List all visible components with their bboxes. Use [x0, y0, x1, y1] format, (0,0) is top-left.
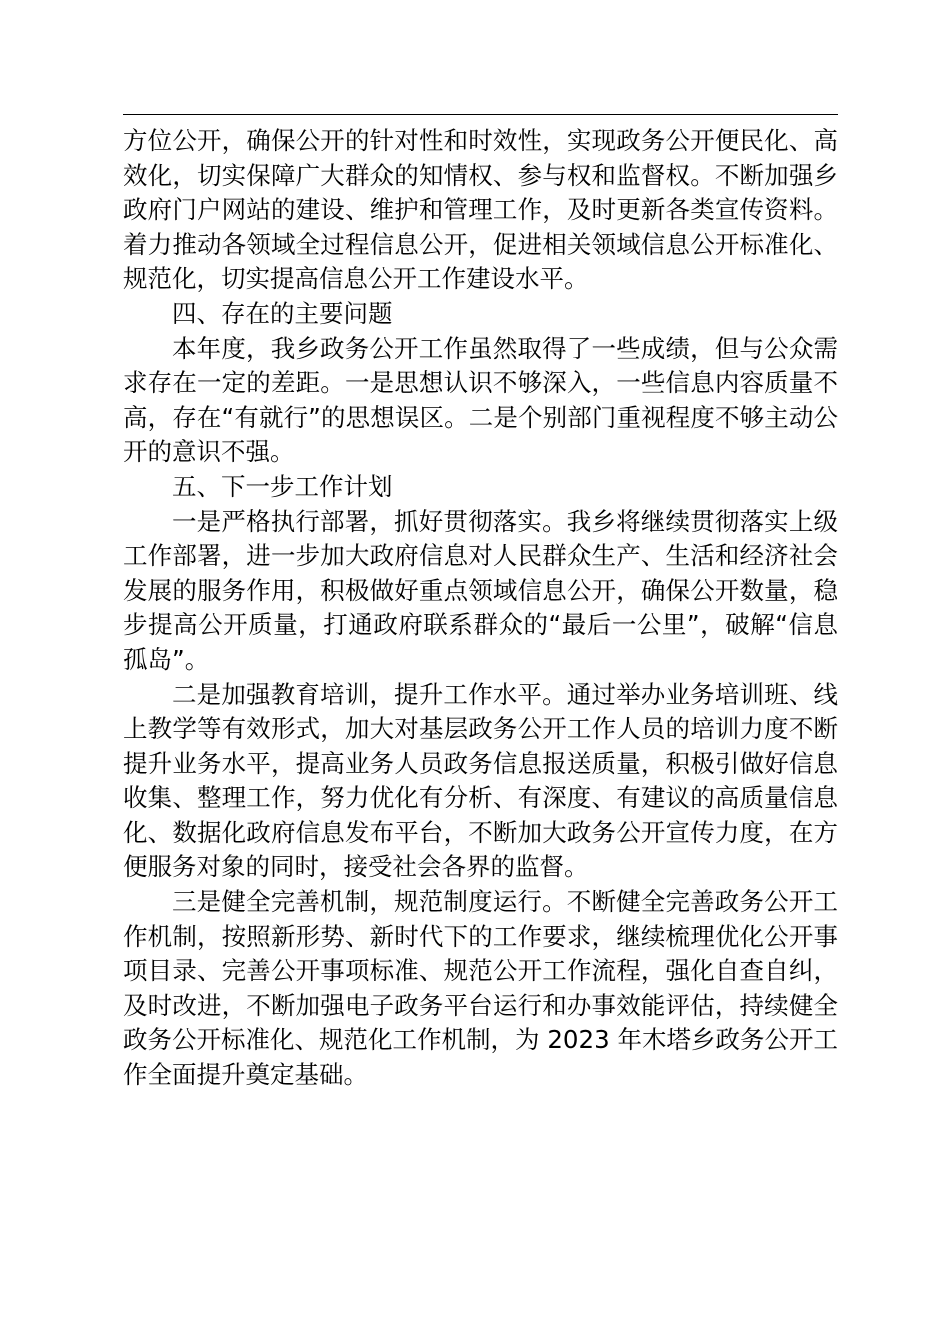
paragraph-plan-two: 二是加强教育培训，提升工作水平。通过举办业务培训班、线上教学等有效形式，加大对基层政务公开工作人员的培训力度不断提升业务水平，提高业务人员政务信息报送质量，积极引做好信息收集、整理工作，努力优化有分析、有深度、有建议的高质量信息化、数据化政府信息发布平台，不断加大政务公开宣传力度，在方便服务对象的同时，接受社会各界的监督。 [123, 679, 838, 882]
section-heading-next-plan: 五、下一步工作计划 [172, 471, 393, 501]
paragraph-plan-one: 一是严格执行部署，抓好贯彻落实。我乡将继续贯彻落实上级工作部署，进一步加大政府信息对人民群众生产、生活和经济社会发展的服务作用，积极做好重点领域信息公开，确保公开数量，稳步提高公开质量，打通政府联系群众的“最后一公里”，破解“信息孤岛”。 [123, 506, 838, 674]
document-body [123, 124, 838, 1093]
paragraph-plan-three: 三是健全完善机制，规范制度运行。不断健全完善政务公开工作机制，按照新形势、新时代下的工作要求，继续梳理优化公开事项目录、完善公开事项标准、规范公开工作流程，强化自查自纠，及时改进，不断加强电子政务平台运行和办事效能评估，持续健全政务公开标准化、规范化工作机制，为 2023 年木塔乡政务公开工作全面提升奠定基础。 [123, 887, 838, 1090]
header-rule [123, 114, 838, 115]
paragraph-continuation: 方位公开，确保公开的针对性和时效性，实现政务公开便民化、高效化，切实保障广大群众的知情权、参与权和监督权。不断加强乡政府门户网站的建设、维护和管理工作，及时更新各类宣传资料。着力推动各领域全过程信息公开，促进相关领域信息公开标准化、规范化，切实提高信息公开工作建设水平。 [123, 126, 838, 294]
section-heading-problems: 四、存在的主要问题 [172, 298, 393, 328]
paragraph-problems: 本年度，我乡政务公开工作虽然取得了一些成绩，但与公众需求存在一定的差距。一是思想认识不够深入，一些信息内容质量不高，存在“有就行”的思想误区。二是个别部门重视程度不够主动公开的意识不强。 [123, 333, 838, 467]
